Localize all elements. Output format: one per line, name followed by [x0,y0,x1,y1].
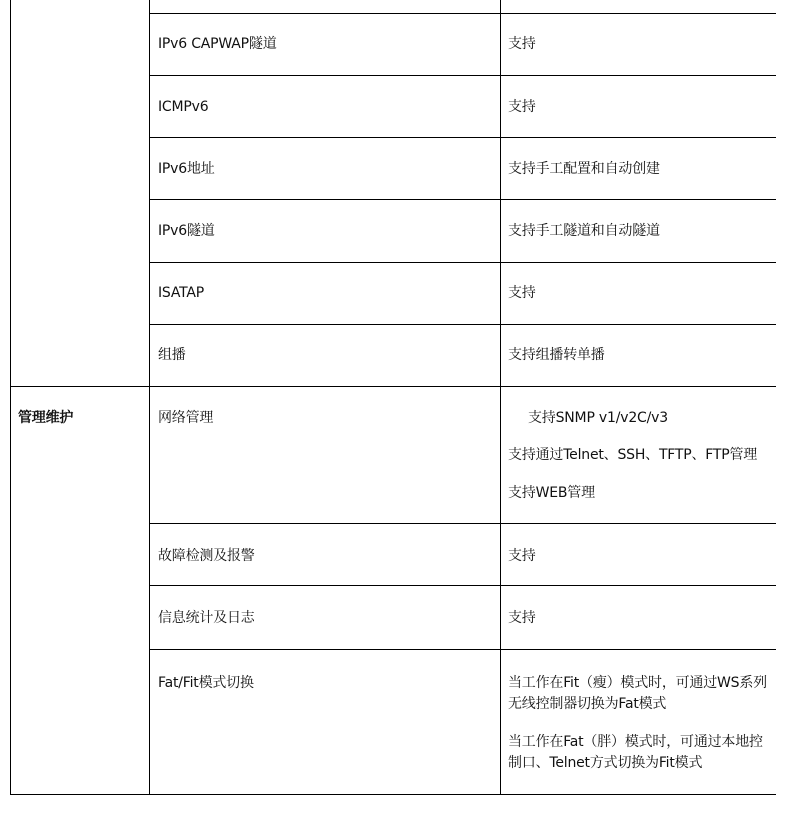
table-left-border [10,0,11,795]
table-bottom-border [10,794,776,795]
table-col-divider-2 [500,0,501,795]
support-line: 支持通过Telnet、SSH、TFTP、FTP管理 [508,447,758,463]
support-cell: 支持组播转单播 [508,347,605,363]
support-cell: 支持 [508,548,536,564]
feature-cell: IPv6 CAPWAP隧道 [158,36,277,52]
row-divider [149,324,776,325]
row-divider [149,585,776,586]
support-line: 当工作在Fit（瘦）模式时，可通过WS系列 [508,675,767,691]
support-cell: 支持 [508,285,536,301]
row-divider [149,649,776,650]
support-line: 支持WEB管理 [508,485,595,501]
support-line: 无线控制器切换为Fat模式 [508,696,667,712]
row-divider [149,13,776,14]
feature-cell: IPv6隧道 [158,223,215,239]
support-line: 当工作在Fat（胖）模式时，可通过本地控 [508,734,763,750]
row-divider [149,523,776,524]
feature-cell: 网络管理 [158,410,214,426]
feature-cell: 故障检测及报警 [158,548,255,564]
support-cell: 支持手工配置和自动创建 [508,161,660,177]
feature-cell: 组播 [158,347,186,363]
table-col-divider-1 [149,0,150,795]
support-cell: 支持 [508,99,536,115]
category-label: 管理维护 [18,410,74,426]
support-cell: 支持 [508,610,536,626]
feature-cell: Fat/Fit模式切换 [158,675,254,691]
row-divider [149,199,776,200]
support-cell: 支持手工隧道和自动隧道 [508,223,660,239]
row-divider [149,75,776,76]
feature-cell: IPv6地址 [158,161,215,177]
support-line: 制口、Telnet方式切换为Fit模式 [508,755,703,771]
feature-cell: ISATAP [158,285,205,301]
support-line: 支持SNMP v1/v2C/v3 [528,410,668,426]
feature-cell: ICMPv6 [158,99,209,115]
feature-cell: 信息统计及日志 [158,610,255,626]
support-cell: 支持 [508,36,536,52]
page-right-margin [776,0,790,819]
row-divider [149,262,776,263]
row-divider [149,137,776,138]
section-divider [10,386,776,387]
